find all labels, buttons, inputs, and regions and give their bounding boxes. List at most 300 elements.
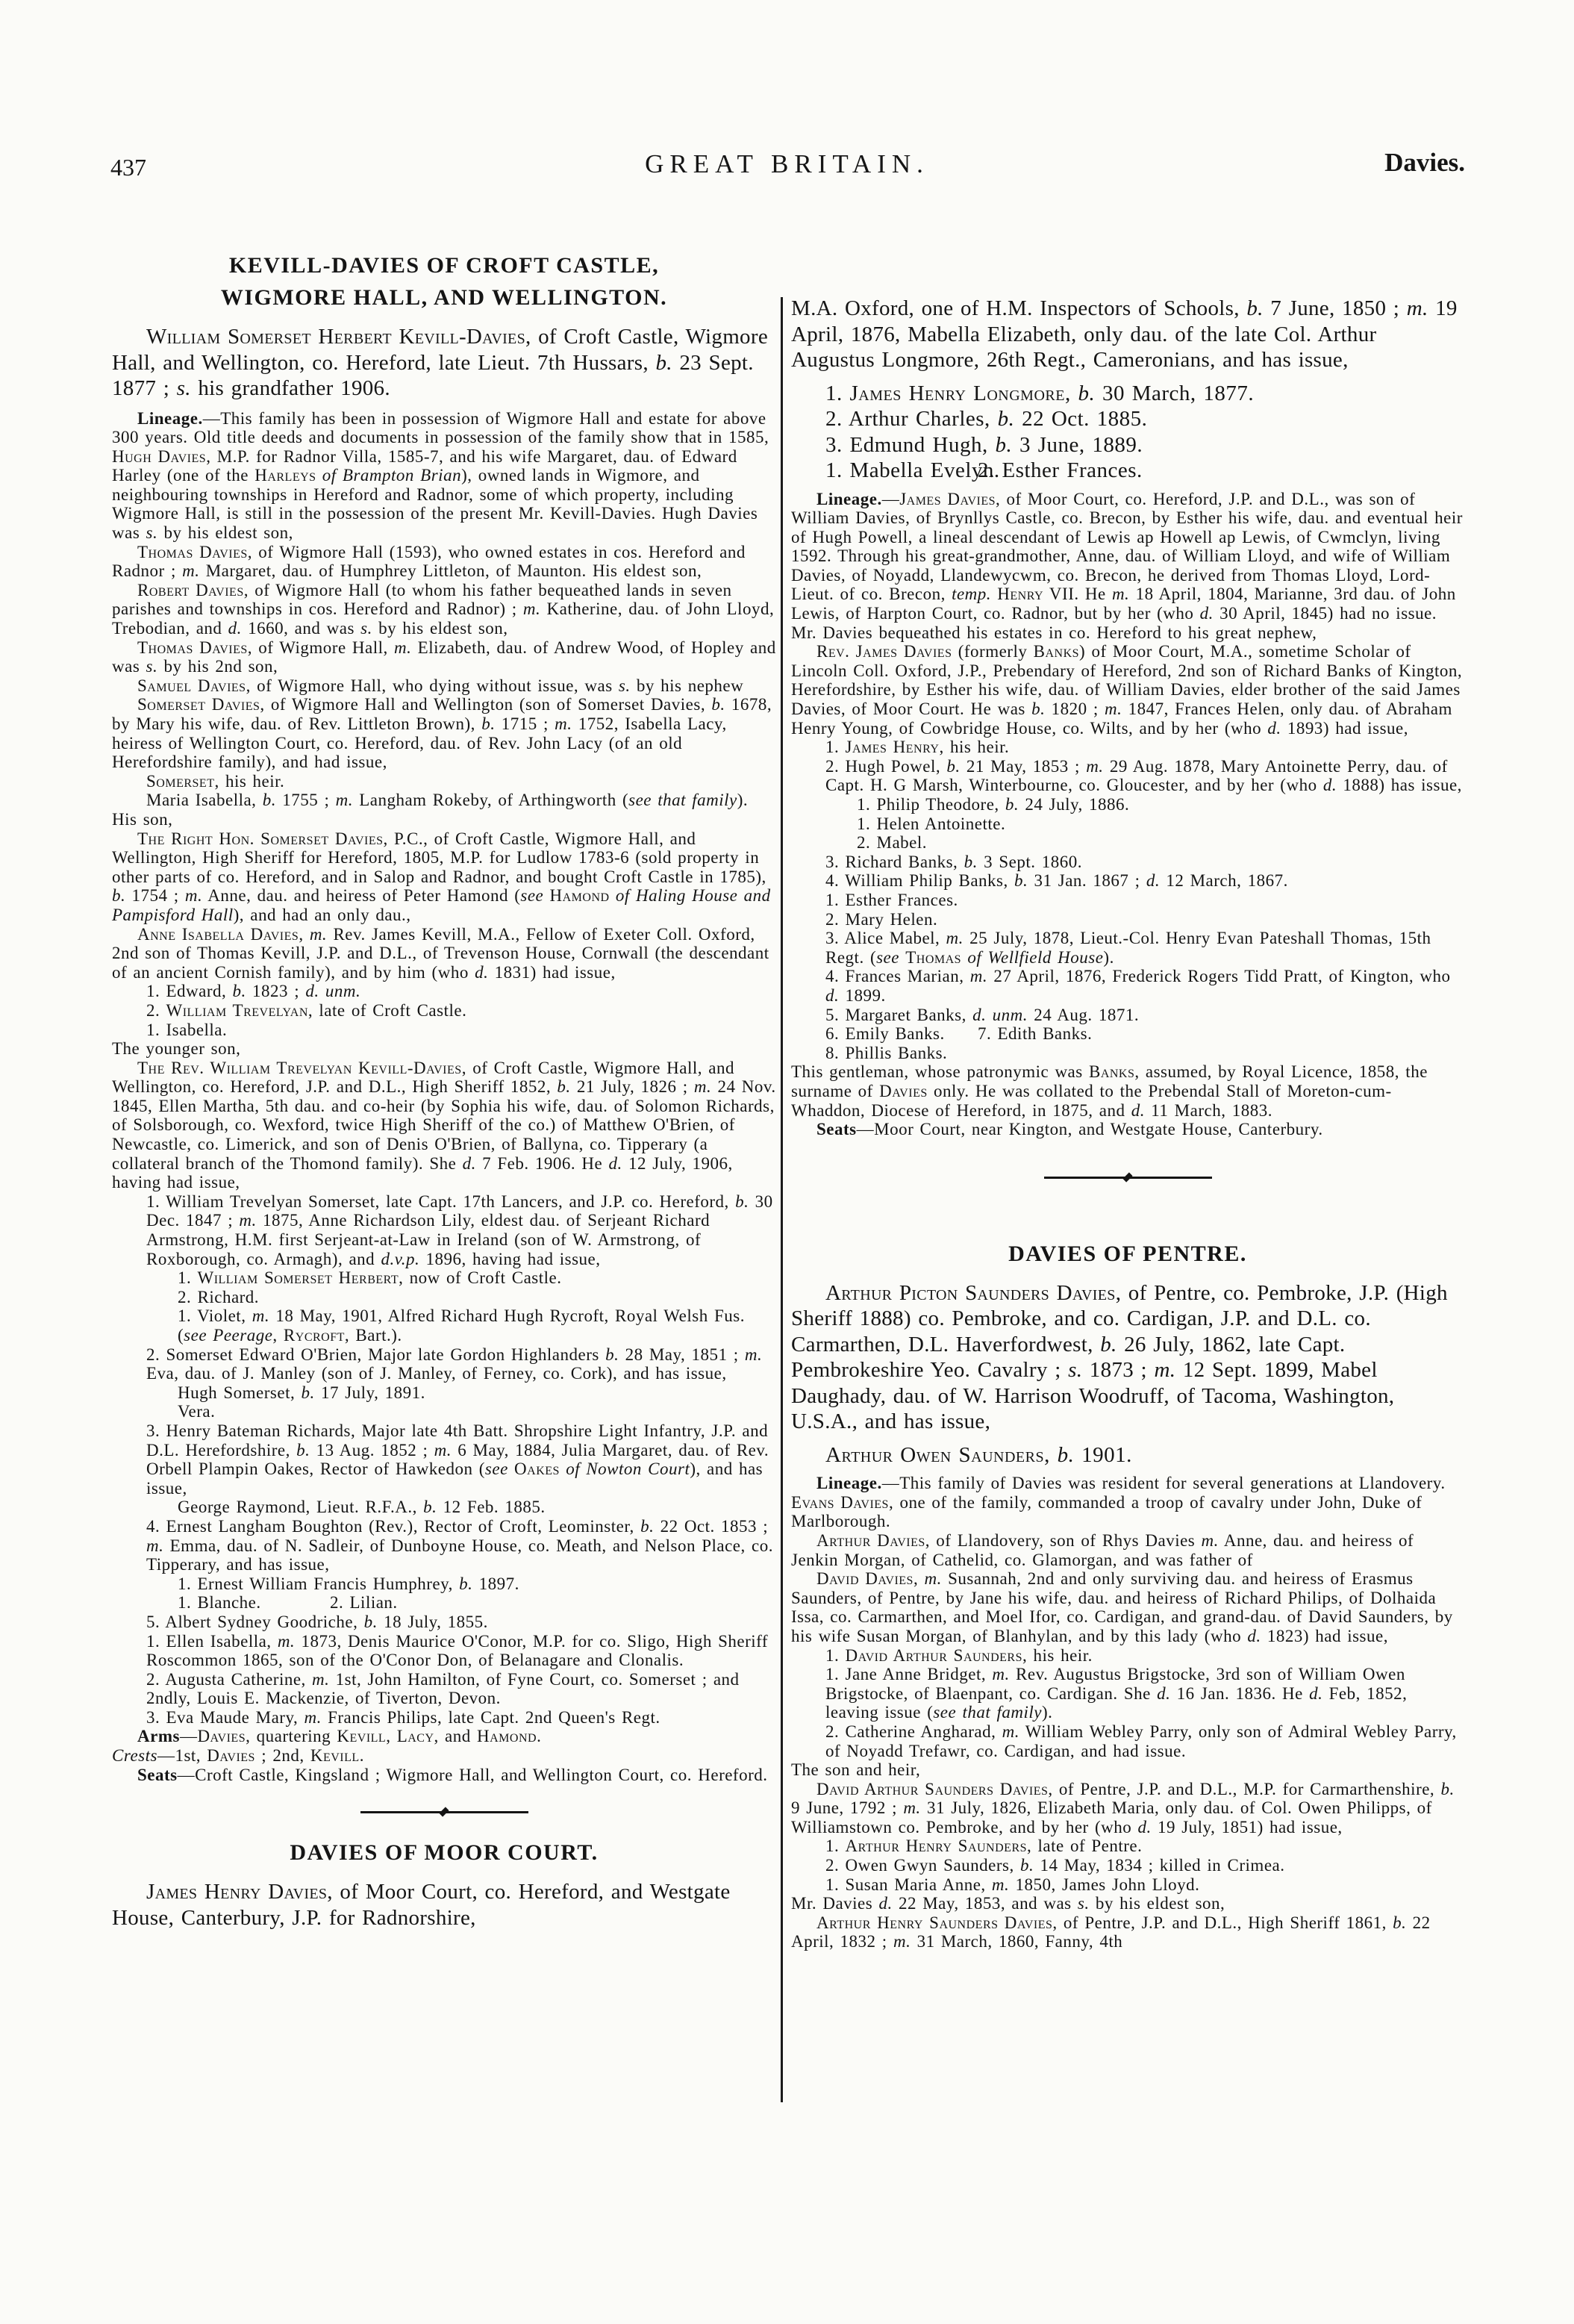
text-segment: Emma, dau. of N. Sadleir, of Dunboyne House, co. Meath, and Nelson Place, co. Tipperary, and has issue, <box>146 1536 773 1574</box>
text-segment: Seats <box>816 1120 857 1139</box>
text-segment: b. <box>946 756 961 776</box>
text-segment: 1. <box>825 381 850 405</box>
list-item <box>146 1517 776 1574</box>
text-segment: m. <box>992 1665 1010 1684</box>
text-segment: ; 2nd, <box>254 1746 310 1766</box>
paragraph <box>791 1913 1464 1951</box>
text-segment: m. <box>1201 1530 1219 1550</box>
list-item <box>978 1024 1092 1044</box>
text-segment: d. <box>878 1894 893 1913</box>
text-segment: 3. Richard Banks, <box>825 852 964 871</box>
text-segment: William Webley Parry, only son of Admiral Webley Parry, of Noyadd Trefawr, co. Cardigan, and had issue. <box>825 1722 1457 1760</box>
list-item <box>825 1856 1464 1875</box>
list-item <box>825 967 1464 1005</box>
text-segment: 3. Eva Maude Mary, <box>146 1707 305 1727</box>
list-item <box>178 1402 776 1421</box>
text-segment: m. <box>252 1306 270 1326</box>
text-segment: 2. Richard. <box>178 1287 260 1306</box>
text-segment: 24 July, 1886. <box>1019 795 1130 814</box>
text-segment: 1. <box>825 738 846 757</box>
text-segment: 2. Owen Gwyn Saunders, <box>825 1856 1020 1875</box>
text-segment: b. <box>1057 1442 1075 1467</box>
list-item <box>178 1498 776 1517</box>
text-segment: Vera. <box>178 1402 216 1421</box>
section-heading-line: KEVILL-DAVIES OF CROFT CASTLE, <box>228 253 660 278</box>
text-segment: m. <box>309 924 328 944</box>
text-segment: b. <box>711 695 725 714</box>
text-segment: of Nowton Court <box>566 1459 690 1479</box>
text-segment: Francis Philips, late Capt. 2nd Queen's Regt. <box>321 1707 660 1727</box>
list-item <box>825 910 1464 929</box>
list-item <box>857 814 1464 834</box>
list-item <box>825 1665 1464 1722</box>
text-segment: ), owned lands in Wigmore, and neighbouring townships in Hereford and Radnor, some of which property, including Wigmore Hall, is still in the possession of the present Mr. Kevill-Davies. Hugh Davies was <box>112 466 758 543</box>
text-segment: , M.P. for Radnor Villa, 1585-7, and his wife Margaret, dau. of Edward Harley (one of the <box>112 446 737 485</box>
text-segment: 31 Jan. 1867 ; <box>1028 871 1146 891</box>
ornament-divider <box>360 1807 528 1817</box>
text-segment: b. <box>262 791 276 810</box>
text-segment: 1. Violet, <box>178 1306 252 1326</box>
text-segment: Anne Isabella Davies <box>137 924 299 944</box>
text-segment: b. <box>112 886 126 906</box>
text-segment: by his 2nd son, <box>157 657 278 676</box>
text-segment: m. <box>182 561 200 581</box>
text-segment: —1st, <box>157 1746 207 1766</box>
text-segment: 30 Dec. 1847 ; <box>146 1191 773 1230</box>
text-segment: Feb, 1852, leaving issue ( <box>825 1683 1408 1722</box>
paragraph <box>112 581 776 638</box>
text-segment: 2. Hugh Powel, <box>825 756 947 776</box>
list-item <box>178 1574 776 1594</box>
text-segment: b. <box>557 1077 571 1097</box>
list-item <box>146 1192 776 1268</box>
text-segment: Samuel Davies <box>137 676 246 695</box>
text-segment: d. <box>1157 1683 1171 1703</box>
paragraph <box>112 829 776 925</box>
text-segment: see that family <box>933 1703 1042 1722</box>
text-segment: m. <box>239 1211 257 1230</box>
list-item <box>978 458 1143 484</box>
paragraph <box>791 1531 1464 1569</box>
text-segment: 28 May, 1851 ; <box>619 1345 745 1364</box>
text-segment: 1. Jane Anne Bridget, <box>825 1665 993 1684</box>
text-segment: David Arthur Saunders <box>845 1645 1022 1665</box>
text-segment: 1847, Frances Helen, only dau. of Abraham Henry Young, of Cowbridge House, co. Wilts, and by her (who <box>791 700 1452 738</box>
list-item <box>178 1593 261 1612</box>
text-segment: 12 March, 1867. <box>1160 871 1288 891</box>
text-segment: Anne, dau. and heiress of Jenkin Morgan, of Cathelid, co. Glamorgan, and was father of <box>791 1530 1414 1569</box>
text-segment: Mr. Davies <box>791 1894 879 1913</box>
text-segment: 2. Mabel. <box>857 833 928 853</box>
list-item <box>857 795 1464 814</box>
text-segment: 18 May, 1901, Alfred Richard Hugh Rycroft, Royal Welsh Fus. ( <box>178 1306 745 1345</box>
section-heading-line: WIGMORE HALL, AND WELLINGTON. <box>220 285 668 310</box>
section-heading-line: DAVIES OF MOOR COURT. <box>290 1840 599 1866</box>
text-segment: 1. <box>825 1645 846 1665</box>
text-segment: 3 Sept. 1860. <box>977 852 1082 871</box>
text-segment: 13 Aug. 1852 ; <box>310 1440 434 1459</box>
text-segment: 4. Ernest Langham Boughton (Rev.), Rector of Croft, Leominster, <box>146 1516 641 1536</box>
text-segment: The Rev. William Trevelyan Kevill-Davies <box>137 1058 462 1077</box>
text-segment: 3. Edmund Hugh, <box>825 432 996 457</box>
text-segment: , his heir. <box>1022 1645 1093 1665</box>
text-segment: 12 Sept. 1899, Mabel Daughady, dau. of W. Harrison Woodruff, of Tacoma, Washington, U.S.A., and has issue, <box>791 1358 1395 1434</box>
text-segment: ), and had an only dau., <box>233 905 411 924</box>
text-segment: s. <box>618 676 631 695</box>
text-segment: m. <box>1086 756 1104 776</box>
section-heading <box>112 249 776 314</box>
text-segment: Rev. Augustus Brigstocke, 3rd son of William Owen Brigstocke, of Blaenpant, co. Cardigan. She <box>825 1665 1405 1703</box>
text-segment: , <box>913 1569 925 1589</box>
text-segment: m. <box>744 1345 763 1364</box>
text-segment: b. <box>1393 1913 1407 1932</box>
text-segment: William Trevelyan <box>166 1000 308 1020</box>
text-segment: m. <box>184 886 203 906</box>
text-segment: m. <box>924 1569 942 1589</box>
text-segment: 18 July, 1855. <box>377 1612 488 1631</box>
text-segment: VII. He <box>1043 585 1112 604</box>
list-item <box>825 1722 1464 1760</box>
text-segment: The younger son, <box>112 1039 241 1059</box>
list-item <box>825 891 1464 910</box>
text-segment: m. <box>903 1798 921 1818</box>
text-segment: Maria Isabella, <box>146 791 263 810</box>
text-segment: 22 April, 1832 ; <box>791 1913 1431 1951</box>
text-segment: 1660, and was <box>241 619 361 638</box>
list-item <box>146 1632 776 1670</box>
text-segment: Langham Rokeby, of Arthingworth ( <box>352 791 629 810</box>
text-segment: b. <box>655 350 672 375</box>
text-segment: b. <box>1246 296 1264 320</box>
text-segment: m. <box>555 714 572 733</box>
text-segment: ). <box>1042 1703 1053 1722</box>
text-segment: , late of Pentre. <box>1027 1837 1143 1856</box>
text-segment: William Somerset Herbert <box>197 1268 399 1288</box>
text-segment: , late of Croft Castle. <box>307 1000 467 1020</box>
text-segment: 1. Esther Frances. <box>825 890 958 909</box>
text-segment: m. <box>394 638 412 657</box>
text-segment: 1893) had issue, <box>1281 718 1408 738</box>
text-segment: 1. Helen Antoinette. <box>857 814 1006 833</box>
text-segment: Henry <box>997 585 1044 604</box>
text-segment <box>560 1459 566 1478</box>
text-segment: Arthur Henry Saunders Davies <box>816 1913 1053 1932</box>
paragraph <box>112 810 776 829</box>
text-segment: , <box>1064 381 1078 405</box>
text-segment: b. <box>363 1612 378 1631</box>
text-segment: d. <box>1131 1100 1146 1120</box>
text-segment: 2. Mary Helen. <box>825 909 938 929</box>
text-segment: Evans Davies <box>791 1492 889 1512</box>
text-segment: , Bart.). <box>344 1326 402 1345</box>
text-segment: b. <box>735 1191 749 1211</box>
paragraph <box>112 925 776 982</box>
text-segment: 2. Augusta Catherine, <box>146 1669 313 1689</box>
text-segment: 7 Feb. 1906. He <box>475 1153 609 1173</box>
intro-paragraph <box>791 296 1464 373</box>
list-item <box>146 1708 776 1728</box>
text-segment: 3. Henry Bateman Richards, Major late 4th Batt. Shropshire Light Infantry, J.P. and D.L. Herefordshire, <box>146 1421 769 1459</box>
text-segment: d. <box>825 985 840 1005</box>
text-segment: by his nephew <box>630 676 744 695</box>
text-segment: —This family has been in possession of Wigmore Hall and estate for above 300 years. Old title deeds and documents in possession of the family show that in 1585, <box>112 408 769 447</box>
text-segment: b. <box>1005 795 1019 814</box>
text-segment: m. <box>1105 700 1122 719</box>
list-item <box>146 982 776 1001</box>
text-segment: 1752, Isabella Lacy, heiress of Wellington Court, co. Hereford, dau. of Rev. John Lacy (of an old Herefordshire family), and had issue, <box>112 714 727 772</box>
paragraph <box>791 490 1464 643</box>
text-segment: s. <box>176 376 191 400</box>
text-segment: 1873 ; <box>1082 1358 1155 1383</box>
intro-paragraph <box>791 1280 1464 1435</box>
text-segment: , his heir. <box>939 738 1010 757</box>
paragraph <box>112 1039 776 1059</box>
text-segment: 19 July, 1851) had issue, <box>1151 1817 1343 1837</box>
text-segment: Kevill, Lacy, <box>337 1727 439 1746</box>
text-segment: d. <box>608 1153 622 1173</box>
list-item <box>330 1593 398 1613</box>
text-segment: , of Croft Castle, Wigmore Hall, and Wellington, co. Hereford, J.P. and D.L., High Sheriff 1852, <box>112 1058 734 1097</box>
text-segment: 5. Albert Sydney Goodriche, <box>146 1612 364 1631</box>
text-segment: ). <box>1103 947 1114 967</box>
text-segment: 1754 ; <box>125 886 185 906</box>
text-segment: Davies <box>197 1727 246 1746</box>
left-column <box>112 249 776 1938</box>
list-item <box>146 1670 776 1708</box>
text-segment: 1. Ellen Isabella, <box>146 1631 278 1651</box>
text-segment: Arthur Davies <box>816 1530 925 1550</box>
text-segment: 30 March, 1877. <box>1095 381 1255 405</box>
text-segment: , of Moor Court, co. Hereford, J.P. and D.L., was son of William Davies, of Brynllys Castle, co. Brecon, by Esther his wife, dau. and eventual heir of Hugh Powell, a lineal descendant of Lewis ap Howell ap Lewis, of Cwmclyn, living 1592. Through his great-grandmother, Anne, dau. of William Lloyd, and wife of William Davies, of Noyadd, Llandewycwm, co. Brecon, he derived from Thomas Lloyd, Lord-Lieut. of co. Brecon, <box>791 489 1463 604</box>
text-segment: , of Pentre, J.P. and D.L., M.P. for Carmarthenshire, <box>1048 1779 1441 1798</box>
paragraph <box>112 638 776 676</box>
list-item <box>825 381 1464 407</box>
text-segment: , <box>299 924 310 944</box>
text-segment: 3. Alice Mabel, <box>825 929 946 948</box>
text-segment <box>508 1459 514 1478</box>
list-item <box>825 1006 1464 1025</box>
text-segment: see <box>484 1459 508 1479</box>
text-segment: 12 July, 1906, having had issue, <box>112 1153 733 1192</box>
text-segment: m. <box>304 1707 322 1727</box>
text-segment: , his heir. <box>214 771 285 791</box>
text-segment: his grandfather 1906. <box>190 376 390 400</box>
text-segment: , of Wigmore Hall (1593), who owned estates in cos. Hereford and Radnor ; <box>112 542 746 581</box>
text-segment: 9 June, 1792 ; <box>791 1798 904 1818</box>
text-segment: 1899. <box>839 985 886 1005</box>
text-segment: 18 April, 1804, Marianne, 3rd dau. of John Lewis, of Harpton Court, co. Radnor, but by her (who <box>791 585 1456 623</box>
text-segment: 16 Jan. 1836. He <box>1170 1683 1310 1703</box>
text-segment: 21 July, 1826 ; <box>570 1077 694 1097</box>
text-segment: 7 June, 1850 ; <box>1263 296 1407 320</box>
column-divider-rule <box>781 297 783 2102</box>
paragraph <box>791 1894 1464 1913</box>
list-item <box>825 1837 1464 1856</box>
text-segment: Hugh Somerset, <box>178 1383 302 1402</box>
text-segment: 17 July, 1891. <box>314 1383 425 1402</box>
text-segment: — <box>881 489 900 508</box>
list-item <box>178 1288 776 1307</box>
text-segment: s. <box>1068 1358 1083 1383</box>
text-segment: b. <box>481 714 496 733</box>
list-item <box>825 1442 1464 1468</box>
text-segment: ) of Moor Court, M.A., sometime Scholar of Lincoln Coll. Oxford, J.P., Prebendary of Hereford, 2nd son of Richard Banks of Kington, Herefordshire, by Esther his wife, dau. of William Davies, elder brother of the said James Davies, of Moor Court. He was <box>791 642 1463 719</box>
text-segment: 29 Aug. 1878, Mary Antoinette Perry, dau. of Capt. H. G Marsh, Winterbourne, co. Gloucester, and by her (who <box>825 756 1448 795</box>
text-segment: m. <box>969 967 988 986</box>
text-segment: Elizabeth, dau. of Andrew Wood, of Hopley and was <box>112 638 776 676</box>
text-segment: , of Moor Court, co. Hereford, and Westgate House, Canterbury, J.P. for Radnorshire, <box>112 1880 731 1930</box>
text-segment: , of Pentre, co. Pembroke, J.P. (High Sheriff 1888) co. Pembroke, and co. Cardigan, J.P. and D.L. co. Carmarthen, D.L. Haverfordwest, <box>791 1280 1448 1356</box>
text-segment: 14 May, 1834 ; killed in Crimea. <box>1034 1856 1285 1875</box>
paragraph <box>112 409 776 543</box>
text-segment: 22 May, 1853, and was <box>892 1894 1078 1913</box>
text-segment: James Henry Davies <box>146 1880 328 1904</box>
text-segment: 1. Philip Theodore, <box>857 795 1005 814</box>
text-segment: 7. Edith Banks. <box>978 1024 1093 1044</box>
text-segment: Hamond <box>477 1727 537 1746</box>
text-segment: — <box>179 1727 198 1746</box>
text-segment <box>543 886 549 905</box>
text-segment: 1823) had issue, <box>1261 1626 1388 1645</box>
text-segment: and <box>438 1727 477 1746</box>
text-segment: 1st, John Hamilton, of Fyne Court, co. Somerset ; and 2ndly, Louis E. Mackenzie, of Tiverton, Devon. <box>146 1669 740 1708</box>
paragraph <box>112 1059 776 1192</box>
text-segment: d.v.p. <box>381 1249 420 1268</box>
text-segment: 5. Margaret Banks, <box>825 1005 973 1024</box>
text-segment: d. unm. <box>972 1005 1028 1024</box>
text-segment: , quartering <box>246 1727 337 1746</box>
text-segment: , of Wigmore Hall (to whom his father bequeathed lands in seven parishes and townships in cos. Hereford and Radnor) ; <box>112 580 732 619</box>
text-segment: see Peerage <box>184 1326 273 1345</box>
text-segment: b. <box>1031 700 1046 719</box>
text-segment: 1850, James John Lloyd. <box>1009 1875 1200 1894</box>
paragraph <box>791 1780 1464 1837</box>
text-segment: The Right Hon. Somerset Davies <box>137 829 384 848</box>
text-segment: Lineage. <box>816 1474 882 1493</box>
text-segment: d. <box>1146 871 1161 891</box>
list-item <box>825 738 1464 757</box>
text-segment: m. <box>693 1077 712 1097</box>
paragraph <box>791 1062 1464 1120</box>
text-segment: b. <box>964 852 978 871</box>
text-segment: Rycroft <box>283 1326 345 1345</box>
text-segment: Crests <box>112 1746 157 1766</box>
text-segment: , of Wigmore Hall, <box>247 638 395 657</box>
text-segment: d. <box>1322 776 1337 795</box>
list-item <box>825 406 1464 432</box>
text-segment: d. unm. <box>305 982 361 1001</box>
text-segment: only. He was collated to the Prebendal Stall of Moreton-cum-Whaddon, Diocese of Hereford, in 1875, and <box>791 1081 1392 1120</box>
section-heading-line: DAVIES OF PENTRE. <box>1008 1241 1247 1266</box>
text-segment: Somerset Davies <box>137 695 260 714</box>
text-segment: b. <box>1078 381 1096 405</box>
list-item <box>825 1875 1464 1895</box>
text-segment: —Croft Castle, Kingsland ; Wigmore Hall, and Wellington Court, co. Hereford. <box>177 1765 768 1784</box>
text-segment: m. <box>1154 1358 1176 1383</box>
text-segment: James Henry <box>845 738 940 757</box>
list-item <box>825 1024 945 1043</box>
text-segment: m. <box>277 1631 296 1651</box>
text-segment: 24 Nov. 1845, Ellen Martha, 5th dau. and co-heir (by Sophia his wife, dau. of Solomon Richards, of Solsborough, co. Wexford, twice High Sheriff of the co.) of Matthew O'Brien, of Newcastle, co. Limerick, and son of Denis O'Brien, of Ballyna, co. Tipperary (a collateral branch of the Thomond family). She <box>112 1077 776 1173</box>
text-segment: d. <box>1199 604 1214 623</box>
text-segment: m. <box>946 929 964 948</box>
text-segment: Rev. James Davies <box>816 642 952 661</box>
text-segment: b. <box>296 1440 310 1459</box>
text-segment: Robert Davies <box>137 580 244 599</box>
text-segment: —This family of Davies was resident for several generations at Llandovery. <box>881 1474 1446 1493</box>
text-segment: 1. <box>178 1268 198 1288</box>
text-segment: ). <box>737 791 749 810</box>
text-segment <box>316 466 322 485</box>
text-segment: , now of Croft Castle. <box>399 1268 562 1288</box>
text-segment: d. <box>1267 718 1281 738</box>
text-segment: 24 Aug. 1871. <box>1028 1005 1140 1024</box>
text-segment: This gentleman, whose patronymic was <box>791 1062 1089 1082</box>
text-segment: 6 May, 1884, Julia Margaret, dau. of Rev. Orbell Plampin Oakes, Rector of Hawkedon ( <box>146 1440 769 1479</box>
text-segment: 23 Sept. 1877 ; <box>112 350 754 400</box>
text-segment: m. <box>1111 585 1130 604</box>
text-segment: , of Llandovery, son of Rhys Davies <box>925 1530 1202 1550</box>
text-segment: 1831) had issue, <box>488 962 616 982</box>
text-segment: 1897. <box>472 1574 519 1593</box>
text-segment: 1. Ernest William Francis Humphrey, <box>178 1574 460 1593</box>
text-segment: Lineage. <box>137 408 203 428</box>
text-segment: Rev. James Kevill, M.A., Fellow of Exeter Coll. Oxford, 2nd son of Thomas Kevill, J.P. and D.L., of Trevenson House, Cornwall (the descendant of an ancient Cornish family), and by him (who <box>112 924 769 982</box>
intro-paragraph <box>112 1879 776 1931</box>
text-segment: Oakes <box>514 1459 560 1479</box>
text-segment: 1. <box>825 1837 846 1856</box>
text-segment: m. <box>335 791 353 810</box>
list-item <box>857 833 1464 853</box>
text-segment: Anne, dau. and heiress of Peter Hamond ( <box>202 886 521 906</box>
text-segment: d. <box>462 1153 476 1173</box>
text-segment: 27 April, 1876, Frederick Rogers Tidd Pratt, of Kington, who <box>987 967 1451 986</box>
text-segment: Arthur Owen Saunders <box>825 1442 1045 1467</box>
text-segment: of Wellfield House <box>967 947 1104 967</box>
spacer <box>791 1202 1464 1238</box>
text-segment: . <box>537 1727 542 1746</box>
text-segment: d. <box>1137 1817 1152 1837</box>
text-segment: Katherine, dau. of John Lloyd, Trebodian, and <box>112 599 775 638</box>
text-segment: d. <box>1309 1683 1323 1703</box>
text-segment: 12 Feb. 1885. <box>437 1498 546 1517</box>
text-segment: James Henry Longmore <box>849 381 1065 405</box>
text-segment: Arms <box>137 1727 180 1746</box>
paragraph <box>112 695 776 771</box>
text-segment: b. <box>605 1345 619 1364</box>
text-segment <box>610 886 616 905</box>
spacer <box>791 1139 1464 1150</box>
page-family-label: Davies. <box>1384 148 1465 177</box>
text-segment: b. <box>640 1516 655 1536</box>
text-segment: see that family <box>628 791 737 810</box>
text-segment: s. <box>1077 1894 1090 1913</box>
text-segment: , of Wigmore Hall and Wellington (son of Somerset Davies, <box>260 695 712 714</box>
text-segment: 2. <box>146 1000 166 1020</box>
list-item <box>146 1345 776 1383</box>
text-segment: by his eldest son, <box>1089 1894 1225 1913</box>
list-item-pair <box>825 1024 1464 1044</box>
text-segment: of Haling House and Pampisford Hall <box>112 886 771 924</box>
list-item <box>825 1044 1464 1063</box>
list-item <box>178 1268 776 1288</box>
text-segment: 1. Isabella. <box>146 1020 228 1039</box>
text-segment: d. <box>228 619 242 638</box>
text-segment: 6. Emily Banks. <box>825 1024 945 1044</box>
text-segment: 1. Edward, <box>146 982 233 1001</box>
list-item-pair <box>825 458 1464 484</box>
text-segment: Eva, dau. of J. Manley (son of J. Manley, of Ferney, co. Cork), and has issue, <box>146 1364 727 1383</box>
